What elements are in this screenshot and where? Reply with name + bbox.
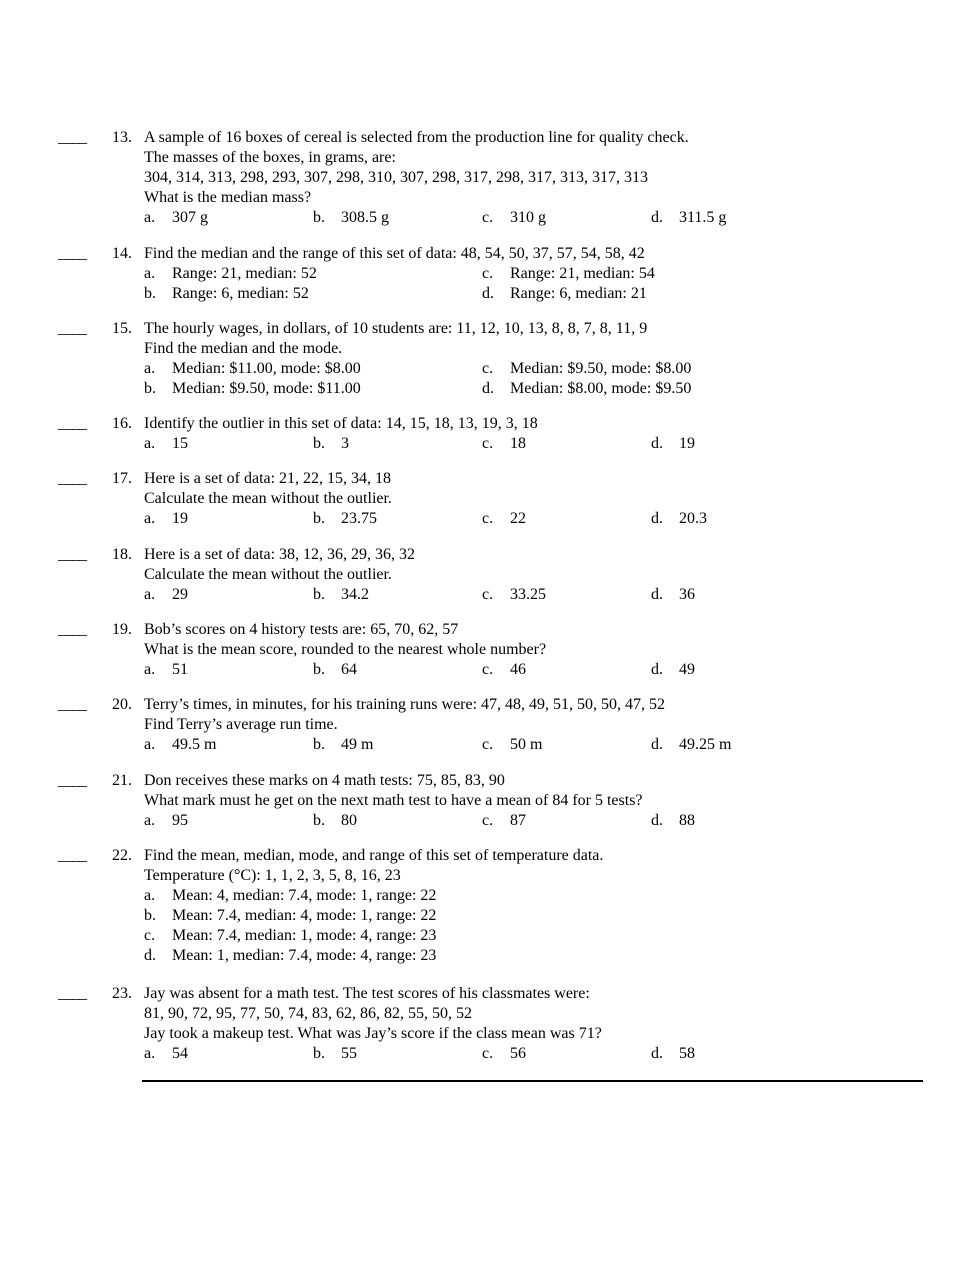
question-number: 19. [112, 621, 132, 638]
question-number: 17. [112, 470, 132, 487]
question-number: 18. [112, 546, 132, 563]
question-number: 16. [112, 415, 132, 432]
option-text: 22 [510, 510, 526, 527]
option-text: 29 [172, 586, 188, 603]
option-text: 23.75 [341, 510, 377, 527]
question-body [144, 695, 924, 755]
question-body [144, 128, 924, 228]
option-letter: a. [144, 265, 156, 282]
question-text: Find the median and the range of this set of data: 48, 54, 50, 37, 57, 54, 58, 42 [144, 245, 645, 262]
option-text: 308.5 g [341, 209, 389, 226]
option-text: 50 m [510, 736, 543, 753]
option-text: 33.25 [510, 586, 546, 603]
options-row [144, 434, 924, 454]
option-text: 64 [341, 661, 357, 678]
question-number: 23. [112, 985, 132, 1002]
answer-blank: ____ [58, 129, 86, 146]
option-letter: d. [482, 380, 494, 397]
option-letter: a. [144, 1045, 156, 1062]
option-text: 58 [679, 1045, 695, 1062]
answer-blank: ____ [58, 772, 86, 789]
option-letter: a. [144, 360, 156, 377]
question-text: Here is a set of data: 21, 22, 15, 34, 18 [144, 470, 392, 487]
option-text: 49 [679, 661, 695, 678]
options-row [144, 379, 924, 399]
option-text: 15 [172, 435, 188, 452]
question-text: 304, 314, 313, 298, 293, 307, 298, 310, 307, 298, 317, 298, 317, 313, 317, 313 [144, 169, 648, 186]
question-body [144, 846, 924, 966]
option-letter: d. [651, 209, 663, 226]
question-text: Identify the outlier in this set of data: 14, 15, 18, 13, 19, 3, 18 [144, 415, 538, 432]
answer-blank: ____ [58, 320, 86, 337]
end-rule [142, 1080, 923, 1082]
option-text: 36 [679, 586, 695, 603]
option-text: Mean: 7.4, median: 4, mode: 1, range: 22 [172, 907, 437, 924]
option-text: 87 [510, 812, 526, 829]
option-letter: c. [482, 360, 494, 377]
question-text: Calculate the mean without the outlier. [144, 566, 392, 583]
question-text: Jay took a makeup test. What was Jay’s score if the class mean was 71? [144, 1025, 602, 1042]
option-letter: a. [144, 661, 156, 678]
option-text: Median: $9.50, mode: $11.00 [172, 380, 361, 397]
option-letter: b. [313, 586, 325, 603]
option-text: 56 [510, 1045, 526, 1062]
answer-blank: ____ [58, 696, 86, 713]
option-text: Range: 6, median: 52 [172, 285, 309, 302]
options-row [144, 660, 924, 680]
options-row [144, 585, 924, 605]
question-number: 13. [112, 129, 132, 146]
option-letter: c. [482, 265, 494, 282]
option-text: 18 [510, 435, 526, 452]
answer-blank: ____ [58, 415, 86, 432]
options-row [144, 906, 924, 926]
options-row [144, 208, 924, 228]
answer-blank: ____ [58, 245, 86, 262]
option-text: 49.25 m [679, 736, 732, 753]
option-letter: d. [651, 661, 663, 678]
question-text: Find the mean, median, mode, and range of this set of temperature data. [144, 847, 604, 864]
option-text: Median: $11.00, mode: $8.00 [172, 360, 361, 377]
option-text: 19 [679, 435, 695, 452]
option-text: 49 m [341, 736, 374, 753]
option-text: Mean: 1, median: 7.4, mode: 4, range: 23 [172, 947, 437, 964]
options-row [144, 284, 924, 304]
question-body [144, 771, 924, 831]
option-text: 88 [679, 812, 695, 829]
option-letter: a. [144, 812, 156, 829]
option-text: 54 [172, 1045, 188, 1062]
option-text: 80 [341, 812, 357, 829]
option-letter: c. [482, 812, 494, 829]
option-letter: d. [651, 736, 663, 753]
options-row [144, 926, 924, 946]
option-letter: d. [651, 510, 663, 527]
option-letter: c. [482, 1045, 494, 1062]
option-letter: d. [651, 812, 663, 829]
option-text: 95 [172, 812, 188, 829]
option-text: 34.2 [341, 586, 369, 603]
option-letter: c. [482, 586, 494, 603]
answer-blank: ____ [58, 546, 86, 563]
question-body [144, 414, 924, 454]
option-letter: a. [144, 887, 156, 904]
question-text: Temperature (°C): 1, 1, 2, 3, 5, 8, 16, 23 [144, 867, 401, 884]
option-letter: b. [144, 907, 156, 924]
option-text: Mean: 4, median: 7.4, mode: 1, range: 22 [172, 887, 437, 904]
answer-blank: ____ [58, 470, 86, 487]
question-body [144, 244, 924, 304]
option-letter: a. [144, 586, 156, 603]
option-text: 49.5 m [172, 736, 217, 753]
question-text: What is the mean score, rounded to the nearest whole number? [144, 641, 547, 658]
option-letter: c. [482, 435, 494, 452]
option-text: 46 [510, 661, 526, 678]
answer-blank: ____ [58, 621, 86, 638]
option-letter: b. [313, 1045, 325, 1062]
question-text: A sample of 16 boxes of cereal is selected from the production line for quality check. [144, 129, 689, 146]
option-letter: c. [482, 661, 494, 678]
option-letter: b. [313, 736, 325, 753]
option-letter: d. [651, 586, 663, 603]
question-text: Terry’s times, in minutes, for his training runs were: 47, 48, 49, 51, 50, 50, 47, 52 [144, 696, 666, 713]
option-letter: d. [651, 1045, 663, 1062]
options-row [144, 811, 924, 831]
question-text: Jay was absent for a math test. The test scores of his classmates were: [144, 985, 590, 1002]
option-letter: d. [144, 947, 156, 964]
question-text: What is the median mass? [144, 189, 312, 206]
question-text: The hourly wages, in dollars, of 10 students are: 11, 12, 10, 13, 8, 8, 7, 8, 11, 9 [144, 320, 648, 337]
option-letter: b. [313, 510, 325, 527]
answer-blank: ____ [58, 847, 86, 864]
option-text: 310 g [510, 209, 546, 226]
question-body [144, 469, 924, 529]
question-number: 15. [112, 320, 132, 337]
option-text: Median: $8.00, mode: $9.50 [510, 380, 692, 397]
options-row [144, 735, 924, 755]
option-letter: a. [144, 510, 156, 527]
option-letter: c. [482, 510, 494, 527]
option-letter: d. [651, 435, 663, 452]
question-text: What mark must he get on the next math test to have a mean of 84 for 5 tests? [144, 792, 643, 809]
option-letter: c. [482, 736, 494, 753]
options-row [144, 946, 924, 966]
question-body [144, 545, 924, 605]
question-text: The masses of the boxes, in grams, are: [144, 149, 396, 166]
options-row [144, 1044, 924, 1064]
option-letter: a. [144, 435, 156, 452]
question-number: 14. [112, 245, 132, 262]
question-number: 20. [112, 696, 132, 713]
question-body [144, 984, 924, 1064]
option-text: Range: 6, median: 21 [510, 285, 647, 302]
question-body [144, 319, 924, 399]
option-text: Range: 21, median: 54 [510, 265, 655, 282]
question-text: Don receives these marks on 4 math tests: 75, 85, 83, 90 [144, 772, 505, 789]
option-text: 51 [172, 661, 188, 678]
option-letter: b. [144, 285, 156, 302]
question-text: Find Terry’s average run time. [144, 716, 338, 733]
option-text: 55 [341, 1045, 357, 1062]
question-text: 81, 90, 72, 95, 77, 50, 74, 83, 62, 86, 82, 55, 50, 52 [144, 1005, 472, 1022]
option-letter: b. [313, 209, 325, 226]
options-row [144, 264, 924, 284]
options-row [144, 509, 924, 529]
option-text: 3 [341, 435, 349, 452]
option-text: Mean: 7.4, median: 1, mode: 4, range: 23 [172, 927, 437, 944]
option-text: 311.5 g [679, 209, 727, 226]
option-letter: b. [144, 380, 156, 397]
option-letter: a. [144, 736, 156, 753]
option-text: Median: $9.50, mode: $8.00 [510, 360, 692, 377]
question-text: Bob’s scores on 4 history tests are: 65, 70, 62, 57 [144, 621, 459, 638]
question-text: Calculate the mean without the outlier. [144, 490, 392, 507]
question-number: 21. [112, 772, 132, 789]
option-text: 20.3 [679, 510, 707, 527]
option-letter: c. [482, 209, 494, 226]
option-letter: a. [144, 209, 156, 226]
question-body [144, 620, 924, 680]
option-letter: b. [313, 812, 325, 829]
option-letter: b. [313, 661, 325, 678]
option-letter: c. [144, 927, 156, 944]
question-text: Find the median and the mode. [144, 340, 343, 357]
option-text: 19 [172, 510, 188, 527]
options-row [144, 886, 924, 906]
question-number: 22. [112, 847, 132, 864]
options-row [144, 359, 924, 379]
option-text: 307 g [172, 209, 208, 226]
option-letter: b. [313, 435, 325, 452]
question-text: Here is a set of data: 38, 12, 36, 29, 36, 32 [144, 546, 416, 563]
option-letter: d. [482, 285, 494, 302]
answer-blank: ____ [58, 985, 86, 1002]
option-text: Range: 21, median: 52 [172, 265, 317, 282]
